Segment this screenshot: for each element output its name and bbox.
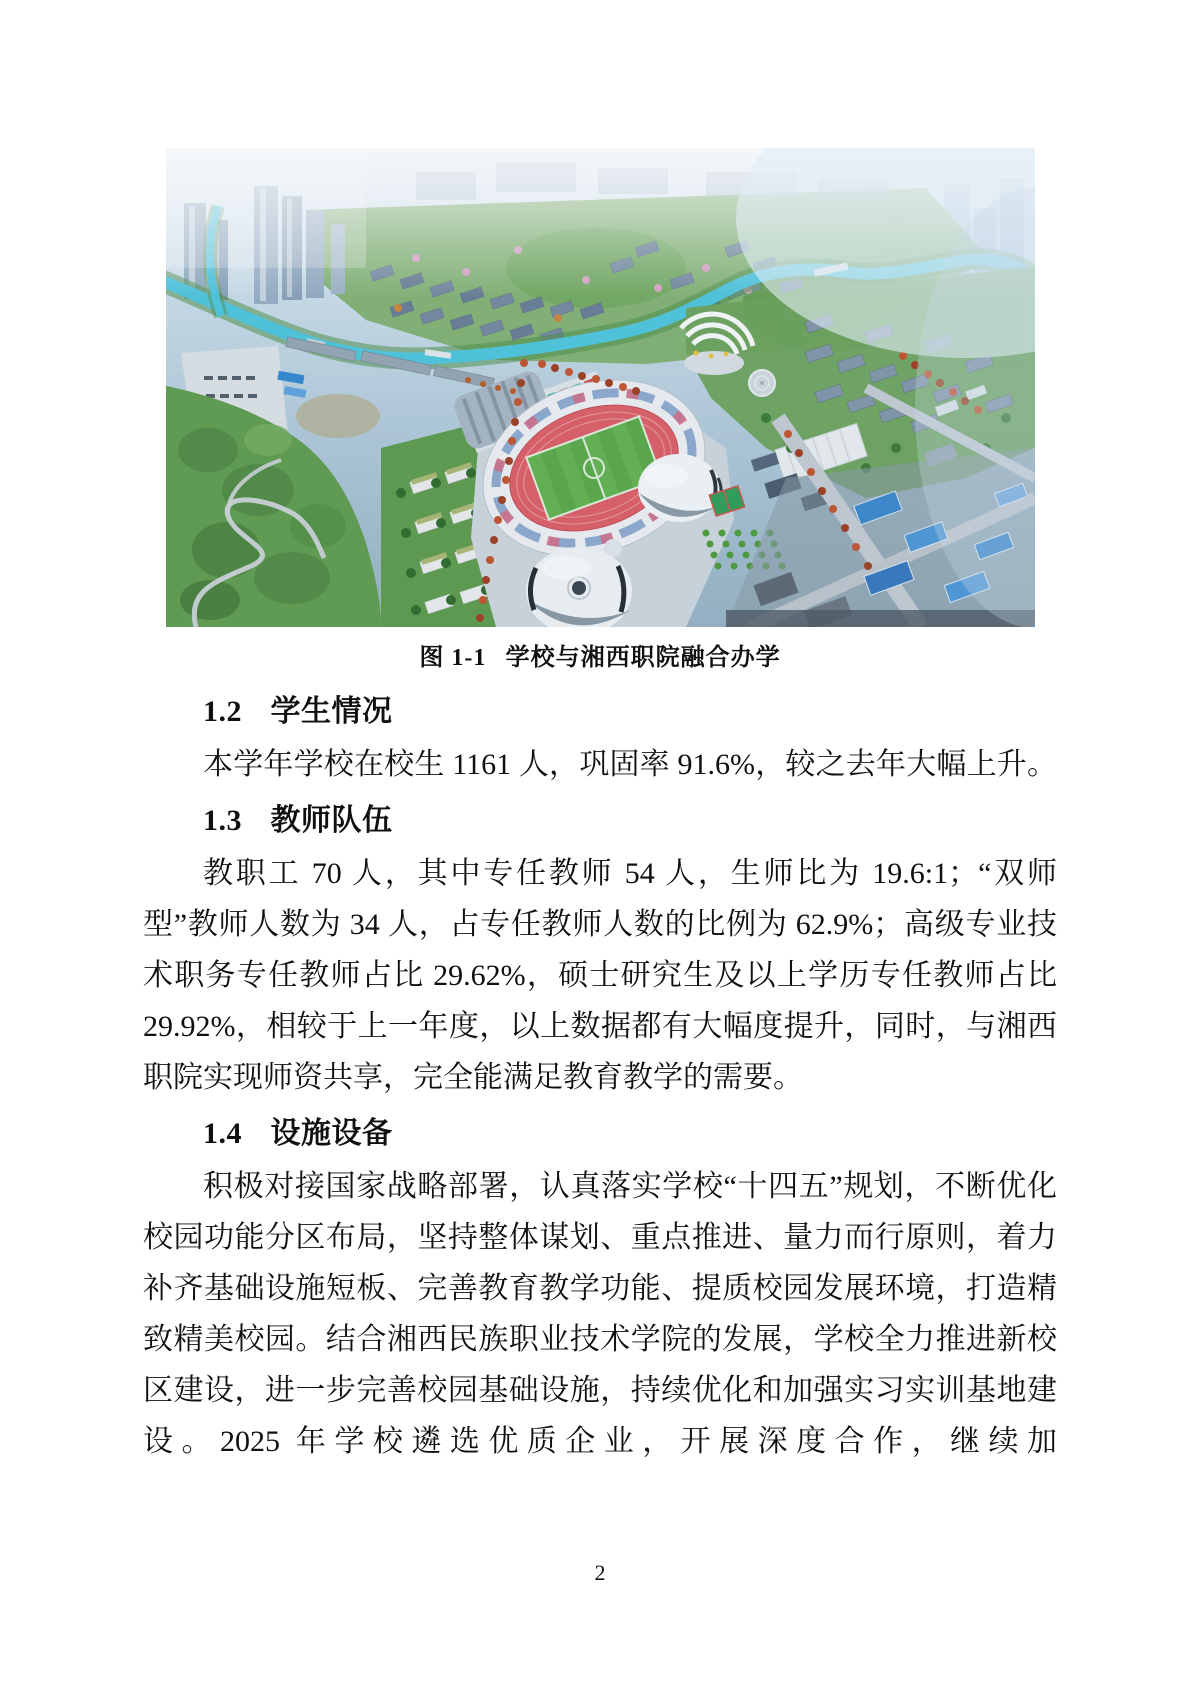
section-paragraph-facilities: 积极对接国家战略部署，认真落实学校“十四五”规划，不断优化校园功能分区布局，坚持整体谋划、重点推进、量力而行原则，着力补齐基础设施短板、完善教育教学功能、提质校园发展环境，打造精致精美校园。结合湘西民族职业技术学院的发展，学校全力推进新校区建设，进一步完善校园基础设施，持续优化和加强实习实训基地建设。2025 年学校遴选优质企业，开展深度合作，继续加 [143, 1170, 1057, 1458]
section-title: 学生情况 [270, 695, 393, 728]
section-heading-teachers [203, 798, 1057, 844]
section-paragraph-students: 本学年学校在校生 1161 人，巩固率 91.6%，较之去年大幅上升。 [203, 748, 1057, 781]
page-number: 2 [594, 1560, 606, 1585]
section-number: 1.3 [203, 804, 242, 837]
figure-caption-title: 学校与湘西职院融合办学 [505, 645, 781, 671]
figure-caption [166, 641, 1035, 675]
section-heading-facilities [203, 1111, 1057, 1157]
section-paragraph-teachers: 教职工 70 人，其中专任教师 54 人，生师比为 19.6:1；“双师型”教师人数为 34 人，占专任教师人数的比例为 62.9%；高级专业技术职务专任教师占比 29.62%，硕士研究生及以上学历专任教师占比 29.92%，相较于上一年度，以上数据都有大幅度提升，同时，与湘西职院实现师资共享，完全能满足教育教学的需要。 [143, 857, 1057, 1094]
figure-block [166, 0, 1035, 675]
document-body [143, 689, 1057, 1467]
section-title: 设施设备 [270, 1117, 393, 1150]
figure-caption-label: 图 1-1 [419, 645, 487, 671]
section-number: 1.4 [203, 1117, 242, 1150]
section-number: 1.2 [203, 695, 242, 728]
section-heading-students [203, 689, 1057, 735]
section-title: 教师队伍 [270, 804, 393, 837]
campus-aerial-rendering [166, 148, 1035, 627]
